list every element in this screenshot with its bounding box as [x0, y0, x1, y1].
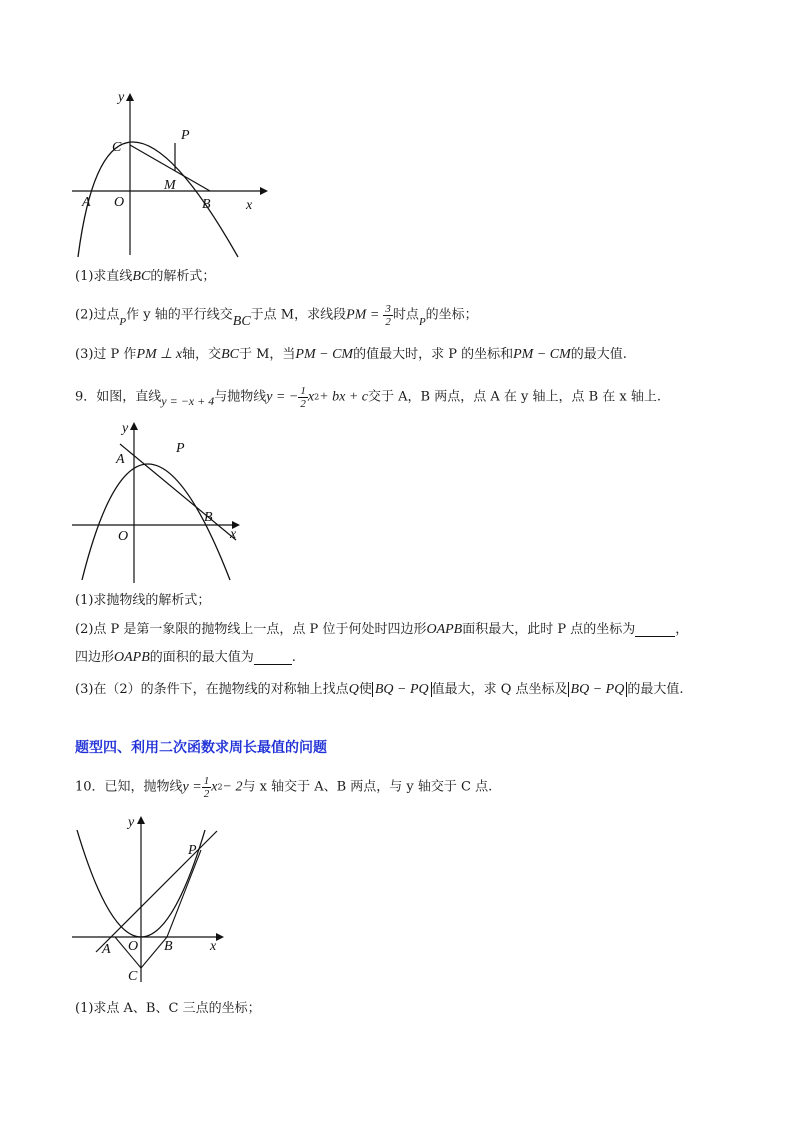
label-a: A [82, 195, 91, 210]
figure-1 [60, 85, 280, 260]
line-ap [96, 831, 217, 952]
label-b: B [204, 510, 213, 525]
label-o: O [128, 939, 139, 954]
label-b: B [202, 197, 211, 212]
parabola [78, 142, 238, 257]
section-title: 题型四、利用二次函数求周长最值的问题 [75, 740, 327, 756]
q9-part2-cont: 四边形OAPB的面积的最大值为 . [75, 650, 296, 665]
q10-intro: 10．已知，抛物线y = $\frac{1}{2}$ x2− 2与 x 轴交于 A、B 两点，与 y 轴交于 C 点. [75, 775, 493, 800]
y-axis-arrow [126, 93, 134, 101]
q9-intro: 9．如图，直线y = −x + 4与抛物线y = − $\frac{1}{2}$ x2+ bx + c交于 A，B 两点，点 A 在 y 轴上，点 B 在 x 轴上. [75, 385, 662, 410]
figure-2 [60, 418, 260, 588]
q8-part1: (1)求直线BC的解析式； [75, 269, 216, 284]
y-axis-arrow [137, 816, 145, 824]
label-a: A [102, 942, 111, 957]
label-x: x [230, 527, 237, 542]
answer-blank-1[interactable] [635, 624, 675, 637]
label-y: y [118, 90, 125, 105]
answer-blank-2[interactable] [254, 652, 292, 665]
y-axis-arrow [130, 422, 138, 430]
q9-part1: (1)求抛物线的解析式； [75, 593, 211, 608]
label-x: x [210, 939, 217, 954]
label-c: C [128, 969, 138, 984]
label-c: C [112, 140, 122, 155]
label-p: P [181, 128, 190, 143]
q9-part3: (3)在（2）的条件下，在抛物线的对称轴上找点Q使 BQ − PQ 值最大，求 Q 点坐标及 BQ − PQ 的最大值. [75, 682, 684, 697]
label-o: O [118, 529, 129, 544]
label-p: P [176, 441, 185, 456]
label-p: P [188, 843, 197, 858]
q8-part2: (2)过点$_P$作 y 轴的平行线交BC于点 M，求线段PM = $\frac{3}{2}$ 时点$_P$的坐标； [75, 303, 478, 329]
label-y: y [122, 421, 129, 436]
label-x: x [246, 198, 253, 213]
label-y: y [128, 815, 135, 830]
label-m: M [164, 178, 176, 193]
label-b: B [164, 939, 173, 954]
x-axis-arrow [260, 187, 268, 195]
segment-bp [167, 850, 201, 937]
q10-part1: (1)求点 A、B、C 三点的坐标； [75, 1001, 261, 1016]
q9-part2: (2)点 P 是第一象限的抛物线上一点，点 P 位于何处时四边形OAPB面积最大，此时 P 点的坐标为 ， [75, 622, 689, 637]
label-o: O [114, 195, 125, 210]
label-a: A [116, 452, 125, 467]
q8-part3: (3)过 P 作PM ⊥ x轴，交BC于 M，当PM − CM的值最大时，求 P 的坐标和PM − CM的最大值. [75, 347, 627, 362]
x-axis-arrow [216, 933, 224, 941]
figure-3 [60, 810, 240, 990]
